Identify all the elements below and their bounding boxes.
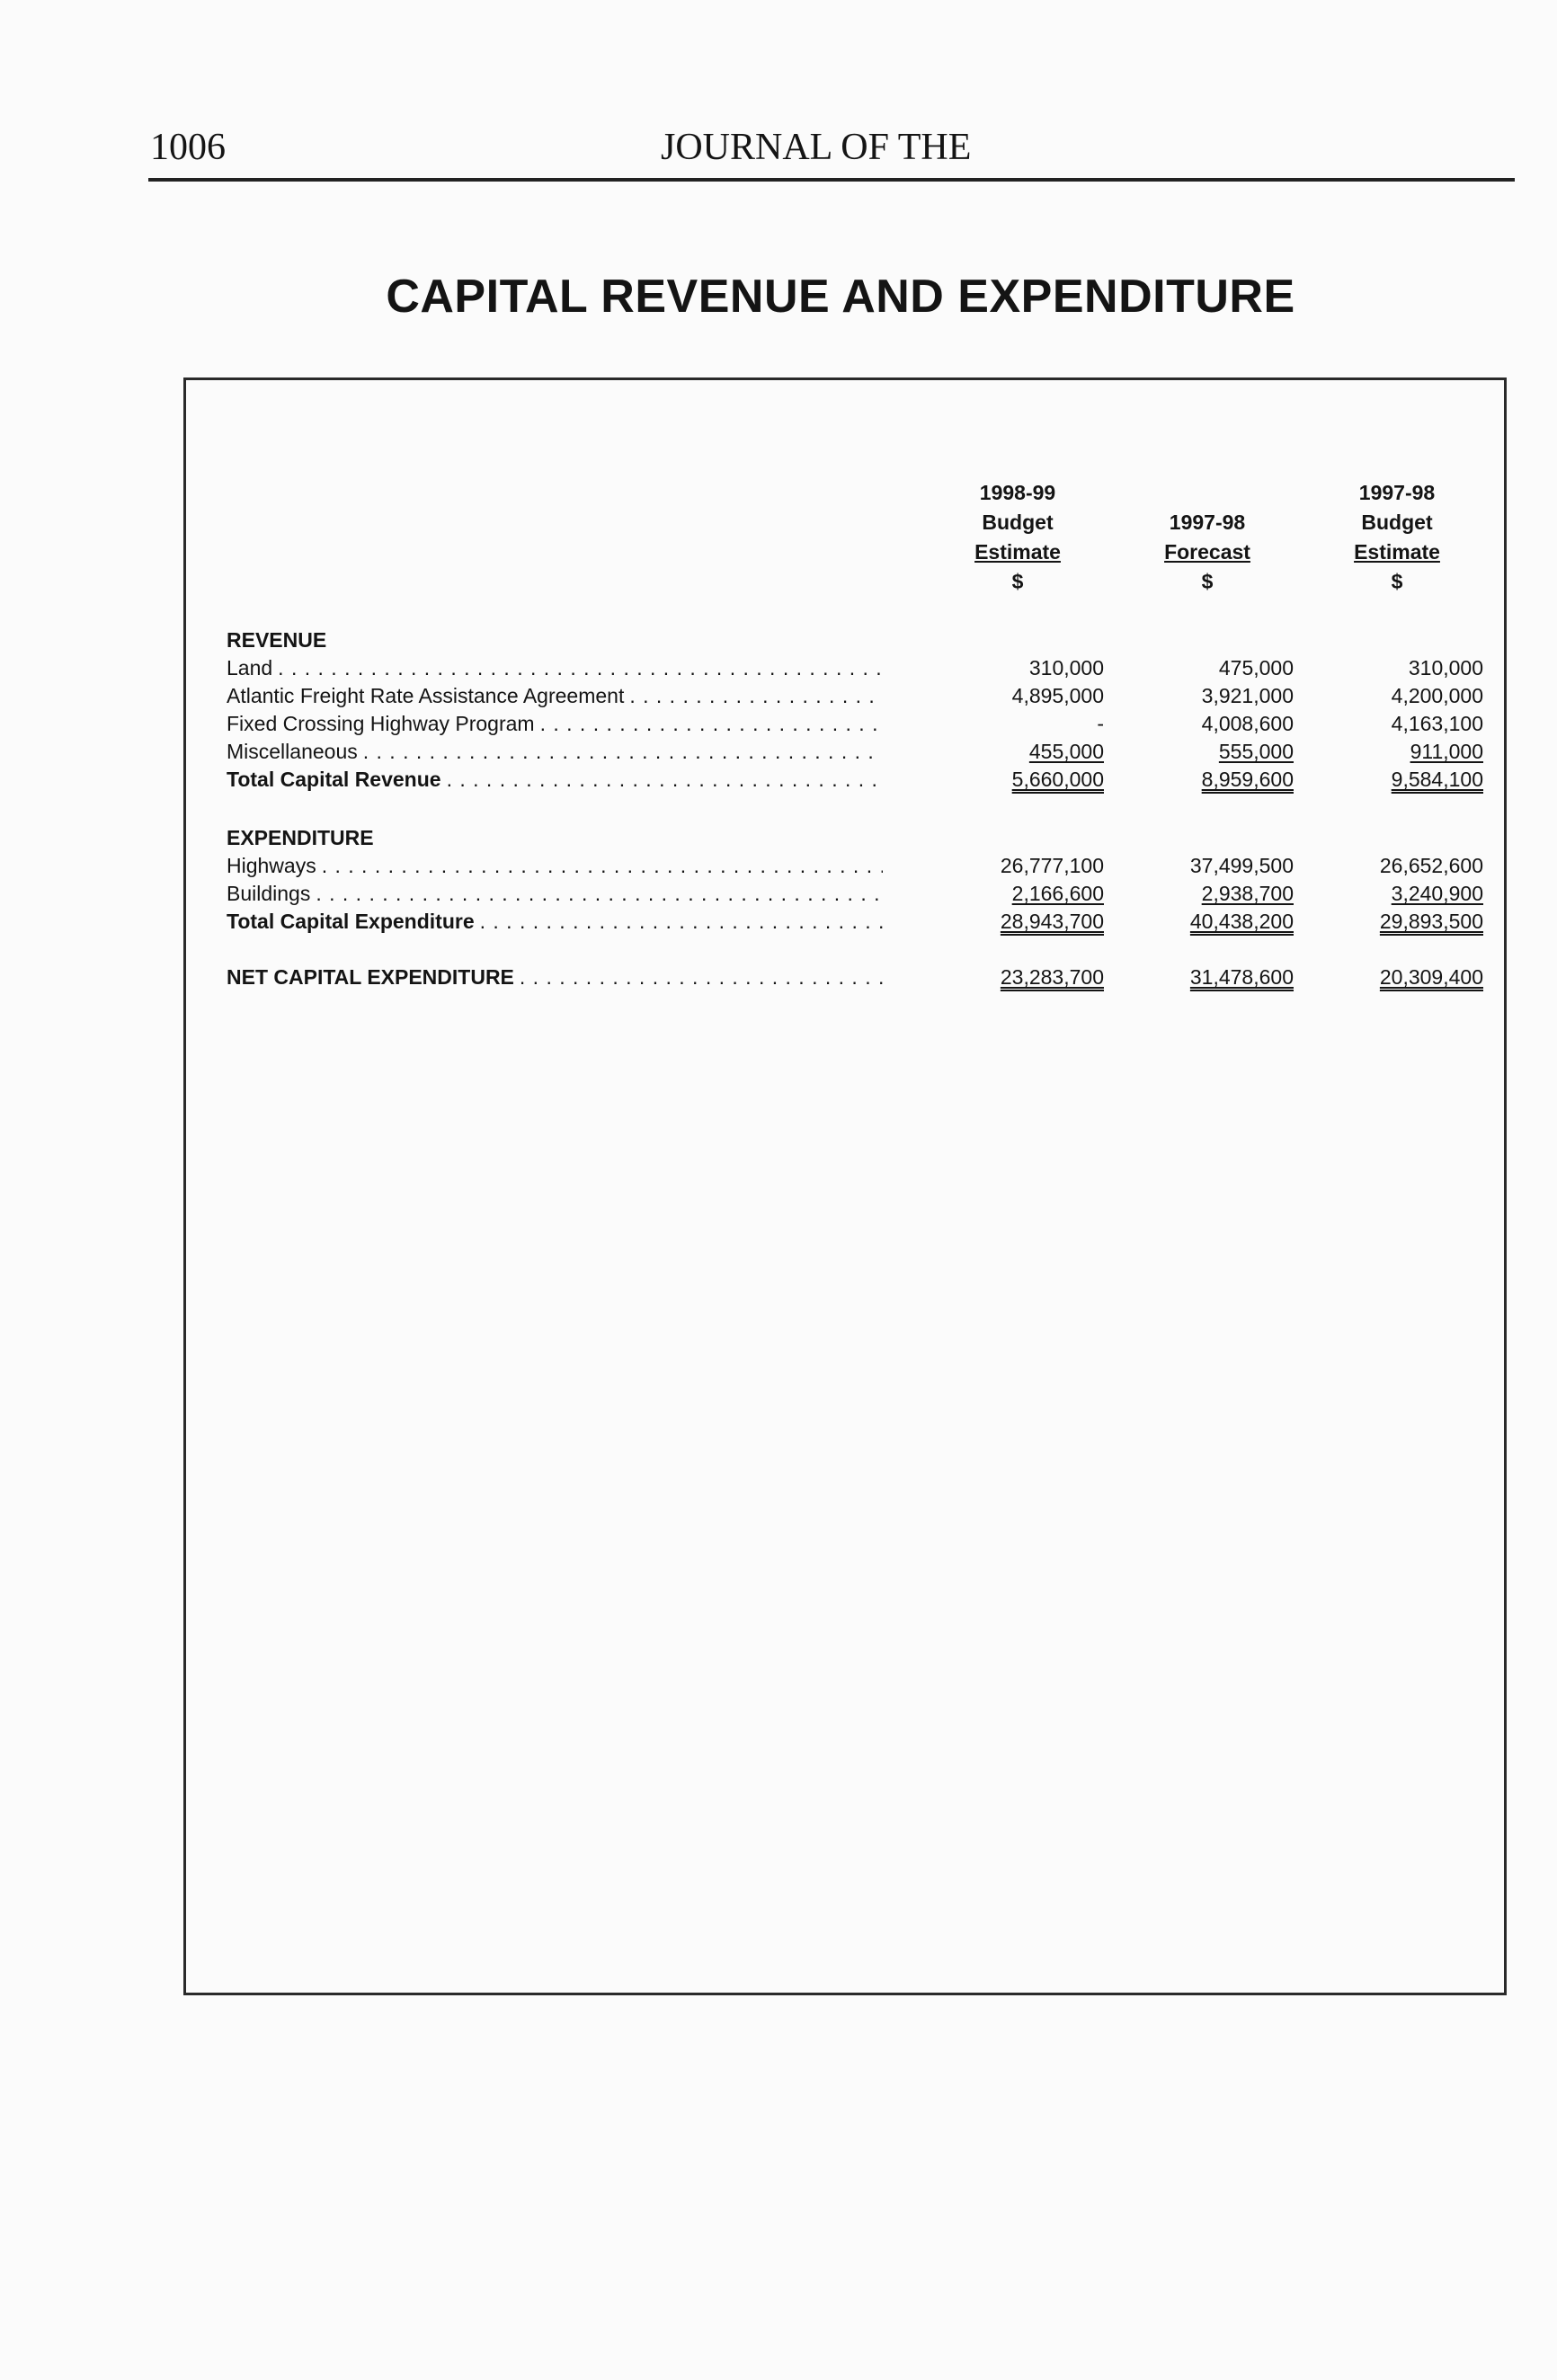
journal-title: JOURNAL OF THE bbox=[661, 127, 972, 168]
column-unit: $ bbox=[1391, 570, 1403, 593]
column-subtype: Estimate bbox=[1354, 540, 1440, 564]
cell-value: 20,309,400 bbox=[1379, 965, 1483, 989]
cell-value: 28,943,700 bbox=[1000, 910, 1104, 933]
column-type: Budget bbox=[1361, 511, 1433, 534]
row-label: Miscellaneous bbox=[227, 740, 358, 763]
column-type: Budget bbox=[982, 511, 1054, 534]
table-row bbox=[227, 681, 1485, 710]
cell-value: 3,921,000 bbox=[1201, 684, 1294, 707]
cell-value: 31,478,600 bbox=[1189, 965, 1294, 989]
cell-value: 40,438,200 bbox=[1189, 910, 1294, 933]
cell-value: 4,200,000 bbox=[1391, 684, 1483, 707]
row-label: Total Capital Revenue bbox=[227, 768, 441, 791]
cell-value: 2,938,700 bbox=[1201, 882, 1294, 905]
cell-value: 310,000 bbox=[1028, 656, 1104, 679]
table-row bbox=[227, 879, 1485, 908]
row-label: Atlantic Freight Rate Assistance Agreement bbox=[227, 684, 625, 707]
column-header-1997-98-forecast bbox=[1099, 478, 1315, 597]
cell-value: - bbox=[1097, 712, 1104, 735]
section-heading-revenue: REVENUE bbox=[227, 628, 327, 652]
table-row bbox=[227, 737, 1485, 766]
column-year bbox=[1099, 478, 1315, 508]
column-type: 1997-98 bbox=[1169, 511, 1246, 534]
cell-value: 26,777,100 bbox=[1000, 854, 1104, 877]
cell-value: 4,163,100 bbox=[1391, 712, 1483, 735]
cell-value: 3,240,900 bbox=[1391, 882, 1483, 905]
total-row-revenue bbox=[227, 765, 1485, 794]
page-title: CAPITAL REVENUE AND EXPENDITURE bbox=[386, 271, 1295, 323]
cell-value: 8,959,600 bbox=[1201, 768, 1294, 791]
cell-value: 475,000 bbox=[1218, 656, 1294, 679]
running-header bbox=[148, 126, 1515, 182]
row-label: Highways bbox=[227, 854, 316, 877]
cell-value: 37,499,500 bbox=[1189, 854, 1294, 877]
row-label: Fixed Crossing Highway Program bbox=[227, 712, 535, 735]
column-year: 1998-99 bbox=[979, 481, 1056, 504]
row-label: Land bbox=[227, 656, 273, 679]
row-label: NET CAPITAL EXPENDITURE bbox=[227, 965, 514, 989]
column-unit: $ bbox=[1201, 570, 1214, 593]
cell-value: 555,000 bbox=[1218, 740, 1294, 763]
table-frame bbox=[183, 377, 1507, 1995]
cell-value: 23,283,700 bbox=[1000, 965, 1104, 989]
cell-value: 4,895,000 bbox=[1011, 684, 1104, 707]
column-subtype: Estimate bbox=[974, 540, 1061, 564]
cell-value: 4,008,600 bbox=[1201, 712, 1294, 735]
cell-value: 9,584,100 bbox=[1391, 768, 1483, 791]
column-year: 1997-98 bbox=[1358, 481, 1436, 504]
cell-value: 26,652,600 bbox=[1379, 854, 1483, 877]
column-unit: $ bbox=[1011, 570, 1024, 593]
cell-value: 455,000 bbox=[1028, 740, 1104, 763]
row-label: Buildings bbox=[227, 882, 311, 905]
total-row-expenditure bbox=[227, 907, 1485, 936]
column-subtype: Forecast bbox=[1164, 540, 1250, 564]
page-number: 1006 bbox=[150, 127, 226, 168]
net-capital-expenditure-row bbox=[227, 963, 1485, 991]
table-row bbox=[227, 709, 1485, 738]
column-header-1997-98-budget bbox=[1289, 478, 1505, 597]
table-row bbox=[227, 653, 1485, 682]
cell-value: 911,000 bbox=[1410, 740, 1483, 763]
column-header-1998-99-budget bbox=[910, 478, 1125, 597]
cell-value: 310,000 bbox=[1408, 656, 1483, 679]
table-row bbox=[227, 851, 1485, 880]
cell-value: 2,166,600 bbox=[1011, 882, 1104, 905]
row-label: Total Capital Expenditure bbox=[227, 910, 475, 933]
section-heading-expenditure: EXPENDITURE bbox=[227, 826, 374, 849]
cell-value: 5,660,000 bbox=[1011, 768, 1104, 791]
cell-value: 29,893,500 bbox=[1379, 910, 1483, 933]
